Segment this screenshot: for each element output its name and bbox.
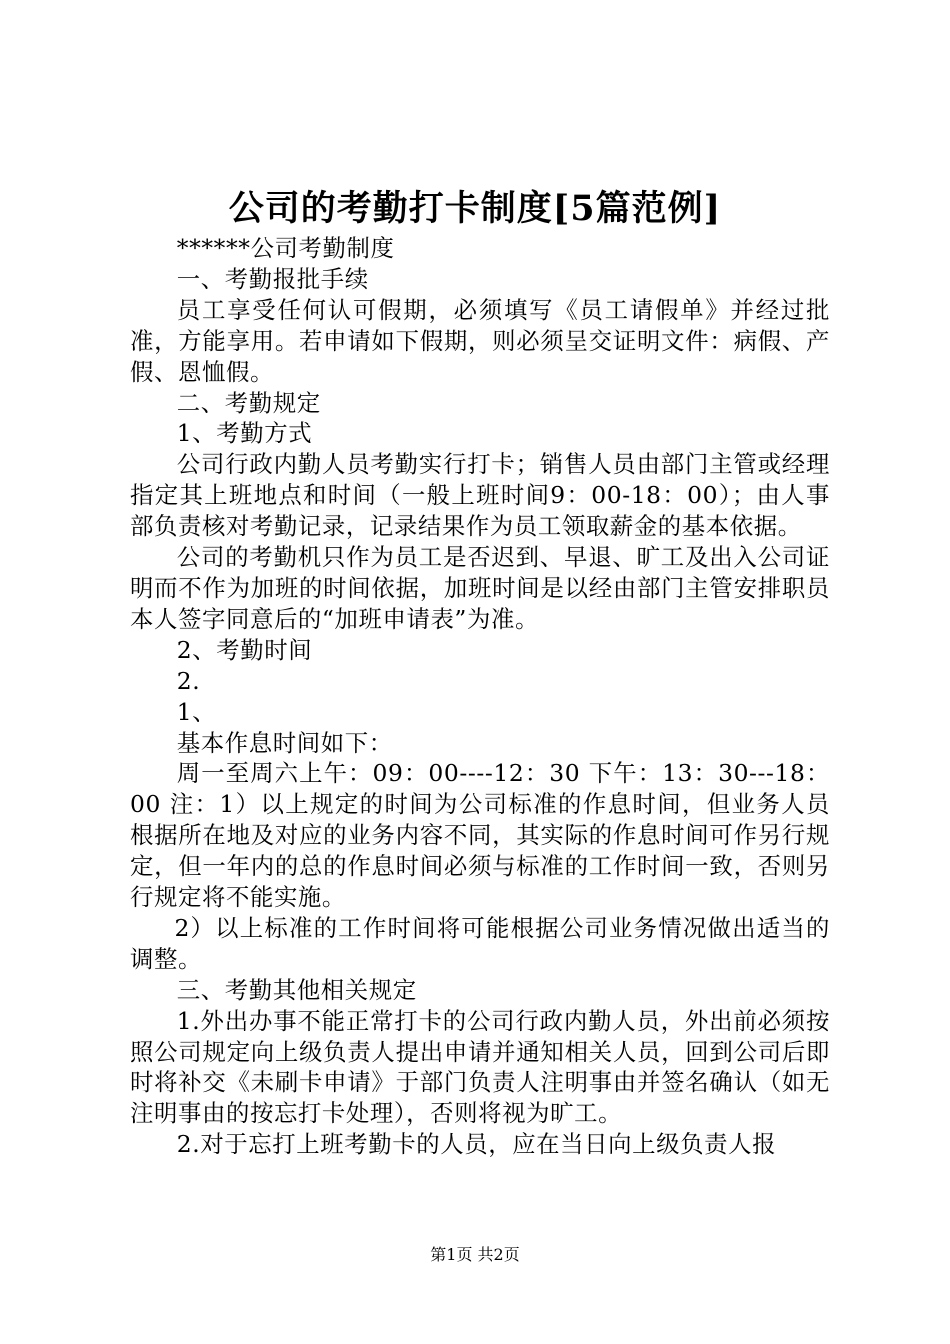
paragraph: 公司行政内勤人员考勤实行打卡；销售人员由部门主管或经理指定其上班地点和时间（一般上班时间9：00-18：00）；由人事部负责核对考勤记录，记录结果作为员工领取薪金的基本依据。 [130, 450, 830, 541]
paragraph: 2. [176, 666, 201, 695]
paragraph: 周一至周六上午：09：00----12：30 下午：13：30---18：00 注：1）以上规定的时间为公司标准的作息时间，但业务人员根据所在地及对应的业务内容不同，其实际的作息时间可作另行规定，但一年内的总的作息时间必须与标准的工作时间一致，否则另行规定将不能实施。 [130, 759, 830, 912]
paragraph: 2）以上标准的工作时间将可能根据公司业务情况做出适当的调整。 [130, 913, 830, 973]
paragraph: 员工享受任何认可假期，必须填写《员工请假单》并经过批准，方能享用。若申请如下假期，则必须呈交证明文件：病假、产假、恩恤假。 [130, 295, 830, 386]
document-body [130, 233, 830, 1160]
page-footer: 第1页 共2页 [430, 1245, 520, 1264]
paragraph: 1.外出办事不能正常打卡的公司行政内勤人员，外出前必须按照公司规定向上级负责人提出申请并通知相关人员，回到公司后即时将补交《未刷卡申请》于部门负责人注明事由并签名确认（如无注明事由的按忘打卡处理），否则将视为旷工。 [130, 1006, 830, 1128]
subsection-heading: 1、考勤方式 [176, 419, 313, 448]
section-heading-1: 一、考勤报批手续 [176, 264, 369, 293]
paragraph: 1、 [176, 697, 217, 726]
paragraph: 基本作息时间如下： [176, 728, 393, 757]
paragraph: 2.对于忘打上班考勤卡的人员，应在当日向上级负责人报 [176, 1130, 777, 1159]
subsection-heading: 2、考勤时间 [176, 635, 313, 664]
paragraph: 公司的考勤机只作为员工是否迟到、早退、旷工及出入公司证明而不作为加班的时间依据，加班时间是以经由部门主管安排职员本人签字同意后的“加班申请表”为准。 [130, 543, 830, 633]
section-heading-3: 三、考勤其他相关规定 [176, 975, 417, 1004]
paragraph-company-name: ******公司考勤制度 [176, 234, 395, 262]
document-title: 公司的考勤打卡制度[5篇范例] [228, 188, 722, 229]
section-heading-2: 二、考勤规定 [176, 388, 321, 417]
